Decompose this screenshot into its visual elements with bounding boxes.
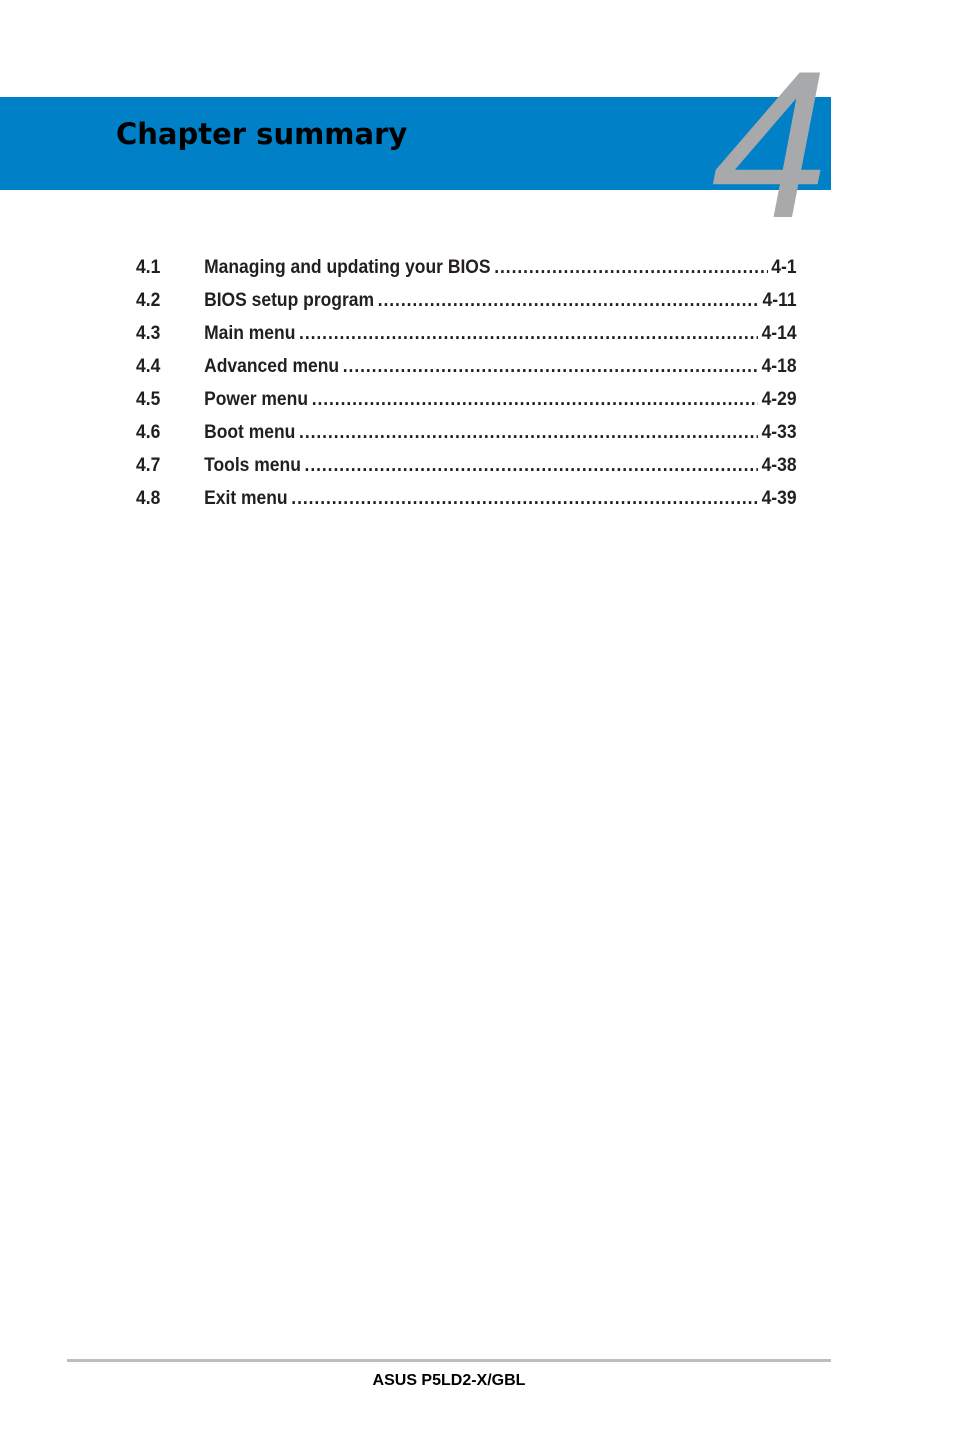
toc-entry[interactable] — [136, 254, 797, 287]
toc-entry-page: 4-18 — [761, 356, 797, 377]
toc-entry-title: Main menu — [204, 323, 296, 344]
toc-dot-leader — [494, 254, 767, 282]
chapter-number: 4 — [711, 27, 829, 262]
toc-entry-page: 4-38 — [761, 455, 797, 476]
toc-entry[interactable] — [136, 485, 797, 518]
toc-dot-leader — [299, 419, 758, 447]
toc-entry-page: 4-29 — [761, 389, 797, 410]
toc-entry-title: Tools menu — [204, 455, 301, 476]
toc-entry-title: Boot menu — [204, 422, 296, 443]
toc-entry-number: 4.7 — [136, 455, 161, 476]
toc-dot-leader — [291, 485, 758, 513]
toc-dot-leader — [312, 386, 758, 414]
toc-dot-leader — [343, 353, 758, 381]
toc-entry[interactable] — [136, 353, 797, 386]
toc-entry[interactable] — [136, 419, 797, 452]
toc-entry-number: 4.4 — [136, 356, 161, 377]
toc-entry-number: 4.2 — [136, 290, 161, 311]
toc-entry-title: Managing and updating your BIOS — [204, 257, 491, 278]
table-of-contents — [136, 254, 797, 518]
toc-entry-title: Exit menu — [204, 488, 288, 509]
chapter-title: Chapter summary — [116, 117, 408, 151]
toc-dot-leader — [299, 320, 758, 348]
toc-dot-leader — [305, 452, 758, 480]
toc-entry-number: 4.1 — [136, 257, 161, 278]
toc-dot-leader — [378, 287, 759, 315]
toc-entry-title: Advanced menu — [204, 356, 340, 377]
footer-product-name: ASUS P5LD2-X/GBL — [372, 1372, 526, 1389]
toc-entry-page: 4-11 — [762, 290, 797, 311]
toc-entry[interactable] — [136, 287, 797, 320]
footer-divider — [67, 1359, 831, 1362]
toc-entry[interactable] — [136, 386, 797, 419]
toc-entry-page: 4-39 — [761, 488, 797, 509]
toc-entry-number: 4.6 — [136, 422, 161, 443]
toc-entry-number: 4.8 — [136, 488, 161, 509]
toc-entry-number: 4.3 — [136, 323, 161, 344]
toc-entry[interactable] — [136, 320, 797, 353]
toc-entry-title: BIOS setup program — [204, 290, 375, 311]
toc-entry-page: 4-1 — [771, 257, 797, 278]
toc-entry-page: 4-33 — [761, 422, 797, 443]
toc-entry-page: 4-14 — [761, 323, 797, 344]
toc-entry-number: 4.5 — [136, 389, 161, 410]
toc-entry[interactable] — [136, 452, 797, 485]
toc-entry-title: Power menu — [204, 389, 309, 410]
